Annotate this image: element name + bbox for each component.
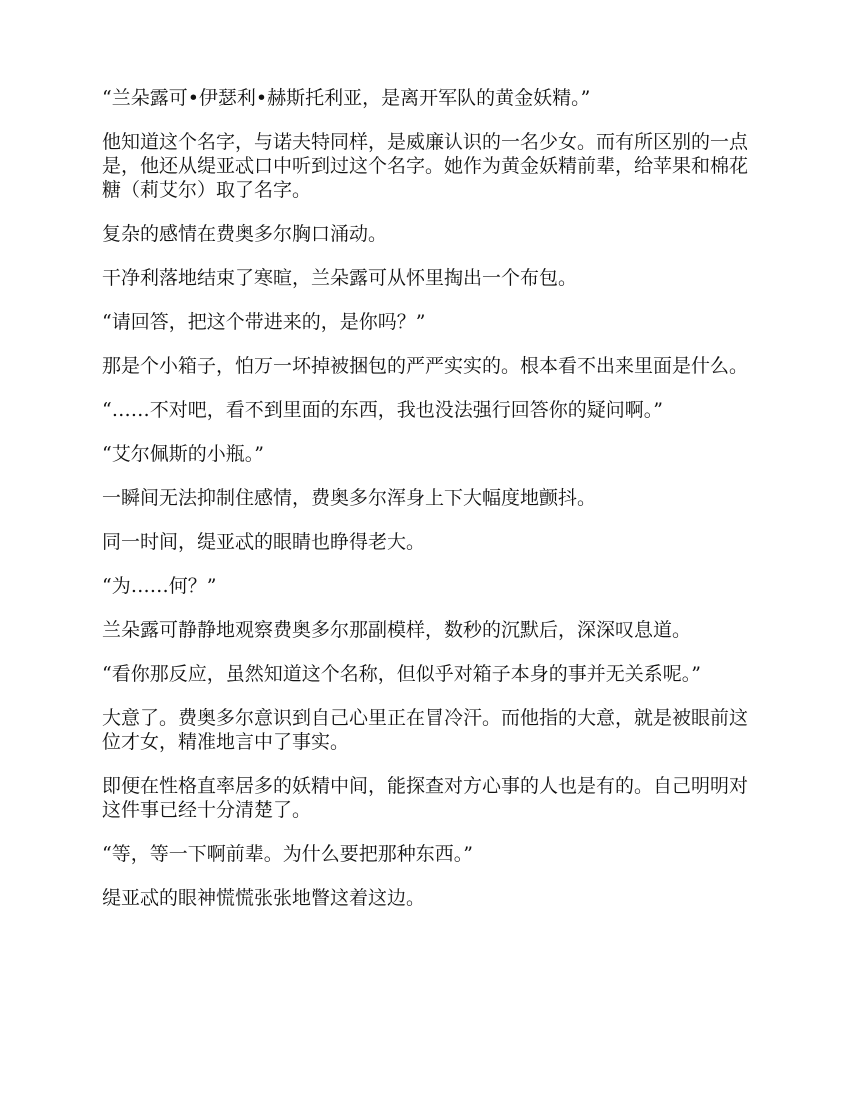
paragraph-10: 同一时间，缇亚忒的眼睛也睁得老大。 [102, 531, 426, 553]
paragraph-1: “兰朵露可•伊瑟利•赫斯托利亚，是离开军队的黄金妖精。” [102, 87, 591, 109]
paragraph-11: “为……何？” [102, 575, 217, 597]
paragraph-14: 大意了。费奥多尔意识到自己心里正在冒冷汗。而他指的大意，就是被眼前这位才女，精准地言中了事实。 [102, 707, 749, 753]
paragraph-9: 一瞬间无法抑制住感情，费奥多尔浑身上下大幅度地颤抖。 [102, 487, 597, 509]
paragraph-2: 他知道这个名字，与诺夫特同样，是威廉认识的一名少女。而有所区别的一点是，他还从缇亚忒口中听到过这个名字。她作为黄金妖精前辈，给苹果和棉花糖（莉艾尔）取了名字。 [102, 131, 749, 201]
paragraph-4: 干净利落地结束了寒暄，兰朵露可从怀里掏出一个布包。 [102, 267, 578, 289]
paragraph-7: “……不对吧，看不到里面的东西，我也没法强行回答你的疑问啊。” [102, 399, 663, 421]
paragraph-3: 复杂的感情在费奥多尔胸口涌动。 [102, 223, 388, 245]
paragraph-8: “艾尔佩斯的小瓶。” [102, 443, 264, 465]
paragraph-16: “等，等一下啊前辈。为什么要把那种东西。” [102, 843, 473, 865]
paragraph-17: 缇亚忒的眼神慌慌张张地瞥这着这边。 [102, 887, 426, 909]
paragraph-15: 即便在性格直率居多的妖精中间，能探查对方心事的人也是有的。自己明明对这件事已经十分清楚了。 [102, 775, 749, 821]
paragraph-13: “看你那反应，虽然知道这个名称，但似乎对箱子本身的事并无关系呢。” [102, 663, 701, 685]
paragraph-6: 那是个小箱子，怕万一坏掉被捆包的严严实实的。根本看不出来里面是什么。 [102, 355, 749, 377]
document-body [102, 86, 750, 930]
paragraph-12: 兰朵露可静静地观察费奥多尔那副模样，数秒的沉默后，深深叹息道。 [102, 619, 692, 641]
paragraph-5: “请回答，把这个带进来的，是你吗？” [102, 311, 426, 333]
